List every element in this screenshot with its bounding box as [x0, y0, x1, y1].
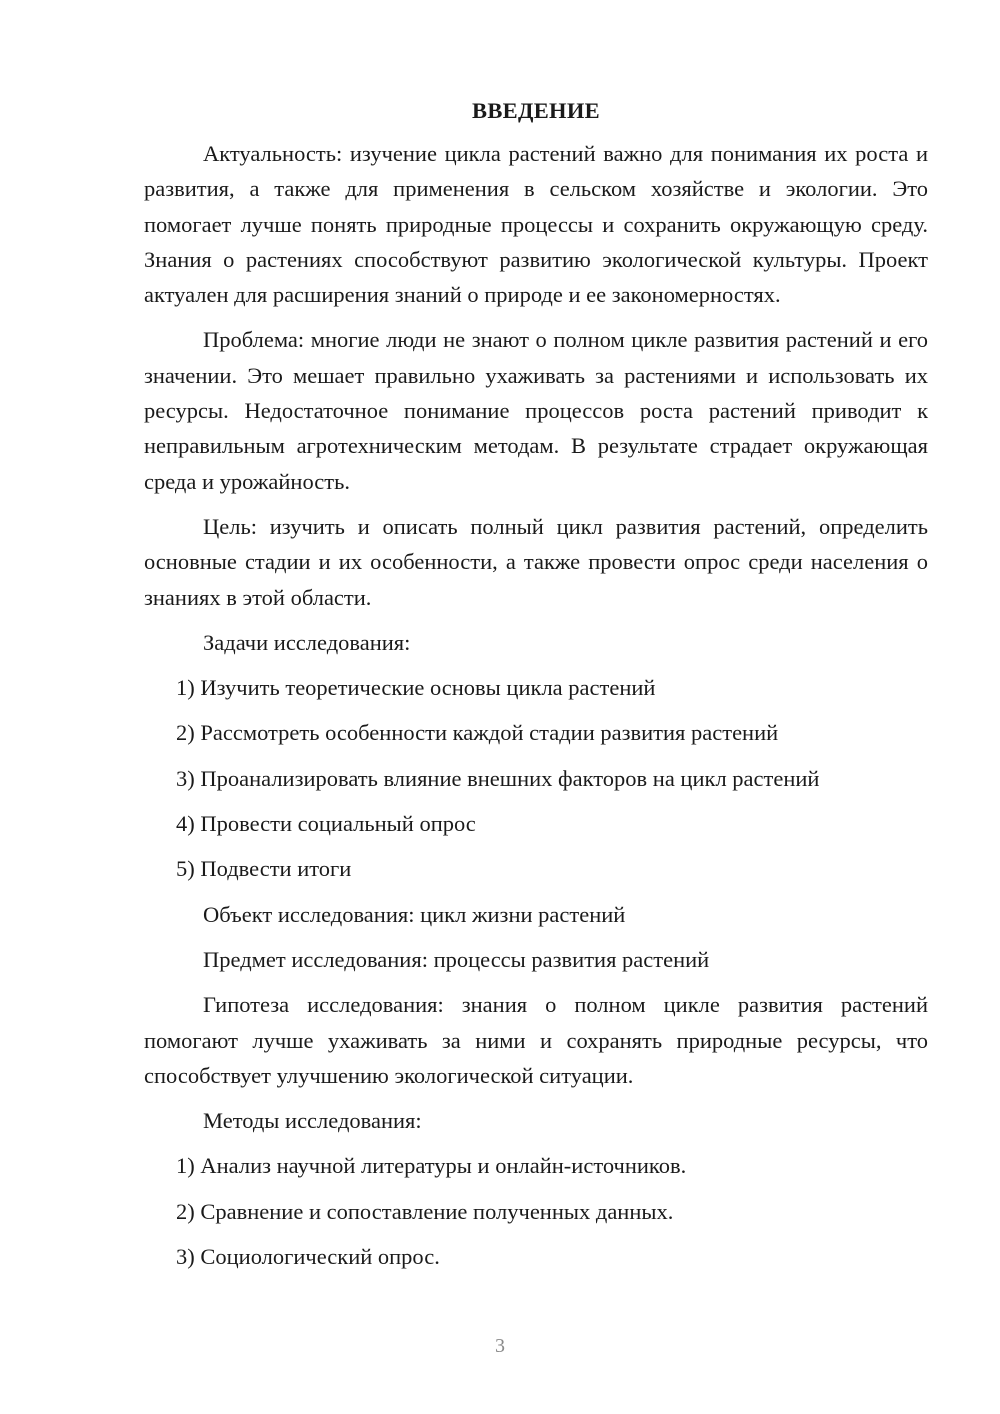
page-number: 3 — [495, 1335, 505, 1357]
page-title: ВВЕДЕНИЕ — [472, 98, 600, 123]
list-item: 1) Анализ научной литературы и онлайн-источников. — [176, 1153, 687, 1179]
subject-line: Предмет исследования: процессы развития растений — [203, 946, 710, 972]
tasks-list — [144, 670, 928, 886]
list-item: 2) Рассмотреть особенности каждой стадии развития растений — [176, 720, 779, 746]
methods-heading: Методы исследования: — [203, 1108, 422, 1134]
list-item: 1) Изучить теоретические основы цикла растений — [176, 675, 656, 701]
list-item: 3) Социологический опрос. — [176, 1244, 440, 1270]
relevance-paragraph: Актуальность: изучение цикла растений важно для понимания их роста и развития, а также для применения в сельском хозяйстве и экологии. Это помогает лучше понять природные процессы и сохранить окружающую среду. Знания о растениях способствуют развитию экологической культуры. Проект актуален для расширения знаний о природе и ее закономерностях. — [144, 141, 928, 308]
problem-paragraph: Проблема: многие люди не знают о полном цикле развития растений и его значении. Это мешает правильно ухаживать за растениями и использовать их ресурсы. Недостаточное понимание процессов роста растений приводит к неправильным агротехническим методам. В результате страдает окружающая среда и урожайность. — [144, 327, 928, 494]
object-line: Объект исследования: цикл жизни растений — [203, 901, 626, 927]
document-page — [144, 96, 928, 1284]
hypothesis-paragraph: Гипотеза исследования: знания о полном цикле развития растений помогают лучше ухаживать за ними и сохранять природные ресурсы, что способствует улучшению экологической ситуации. — [144, 992, 928, 1088]
list-item: 3) Проанализировать влияние внешних факторов на цикл растений — [176, 765, 820, 791]
tasks-heading: Задачи исследования: — [203, 629, 411, 655]
goal-paragraph: Цель: изучить и описать полный цикл развития растений, определить основные стадии и их особенности, а также провести опрос среди населения о знаниях в этой области. — [144, 513, 928, 610]
list-item: 2) Сравнение и сопоставление полученных данных. — [176, 1198, 674, 1224]
list-item: 5) Подвести итоги — [176, 856, 352, 882]
methods-list — [144, 1148, 928, 1274]
list-item: 4) Провести социальный опрос — [176, 811, 476, 837]
